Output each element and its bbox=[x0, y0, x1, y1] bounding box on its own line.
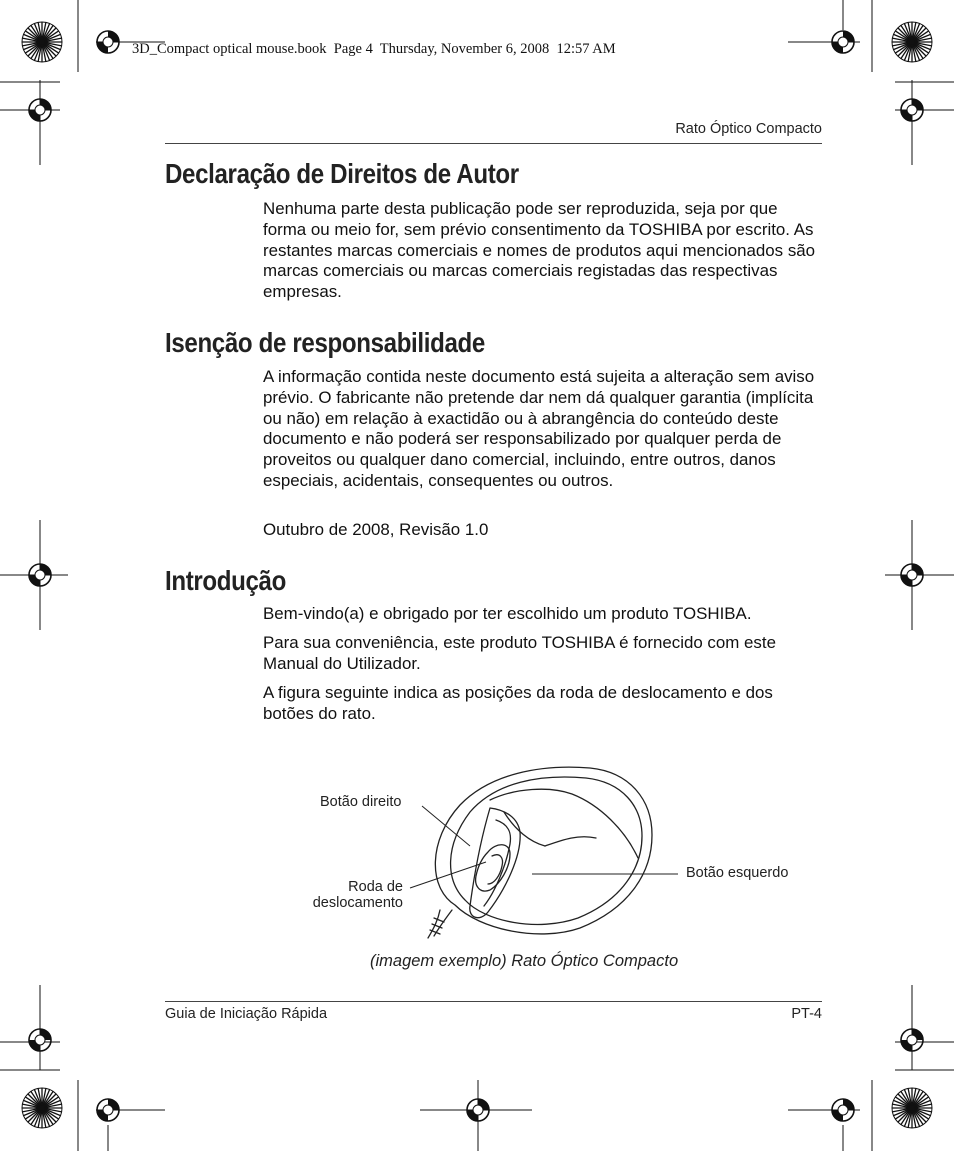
callout-scroll-wheel-line2: deslocamento bbox=[312, 895, 403, 911]
page-number: PT-4 bbox=[791, 1006, 822, 1022]
figure-intro-paragraph: A figura seguinte indica as posições da roda de deslocamento e dos botões do rato. bbox=[263, 683, 773, 723]
scroll-wheel bbox=[476, 845, 510, 891]
mouse-illustration bbox=[300, 760, 820, 950]
callout-scroll-wheel bbox=[300, 879, 403, 911]
section-heading-disclaimer: Isenção de responsabilidade bbox=[165, 327, 485, 358]
callout-scroll-wheel-line1: Roda de bbox=[348, 879, 403, 895]
section-heading-introduction: Introdução bbox=[165, 565, 286, 596]
running-header: Rato Óptico Compacto bbox=[675, 121, 822, 137]
callout-left-button: Botão esquerdo bbox=[686, 865, 789, 881]
disclaimer-paragraph: A informação contida neste documento está sujeita a alteração sem aviso prévio. O fabricante não pretende dar nem dá qualquer garantia (implícita ou não) em relação à exactidão ou à abrangência do conteúdo deste documento e não poderá ser responsabilizado por qualquer perda de proveitos ou qualquer dano comercial, incluindo, entre outros, danos especiais, acidentais, consequentes ou outros. bbox=[263, 367, 815, 490]
print-slug: 3D_Compact optical mouse.book Page 4 Thursday, November 6, 2008 12:57 AM bbox=[132, 41, 616, 57]
footer-rule bbox=[165, 1001, 822, 1002]
header-rule bbox=[165, 143, 822, 144]
copyright-paragraph: Nenhuma parte desta publicação pode ser reproduzida, seja por que forma ou meio for, sem prévio consentimento da TOSHIBA por escrito. As restantes marcas comerciais e nomes de produtos aqui mencionados são marcas comerciais ou marcas comerciais registadas das respectivas empresas. bbox=[263, 199, 816, 302]
revision-date: Outubro de 2008, Revisão 1.0 bbox=[263, 520, 489, 539]
footer-title: Guia de Iniciação Rápida bbox=[165, 1006, 328, 1022]
leader-right-button bbox=[422, 806, 470, 846]
callout-right-button: Botão direito bbox=[320, 794, 402, 810]
welcome-paragraph: Bem-vindo(a) e obrigado por ter escolhido um produto TOSHIBA. bbox=[263, 604, 752, 623]
mouse-body-outline bbox=[435, 767, 652, 934]
manual-paragraph: Para sua conveniência, este produto TOSHIBA é fornecido com este Manual do Utilizador. bbox=[263, 633, 776, 673]
section-heading-copyright: Declaração de Direitos de Autor bbox=[165, 158, 519, 189]
figure-caption: (imagem exemplo) Rato Óptico Compacto bbox=[370, 952, 679, 970]
